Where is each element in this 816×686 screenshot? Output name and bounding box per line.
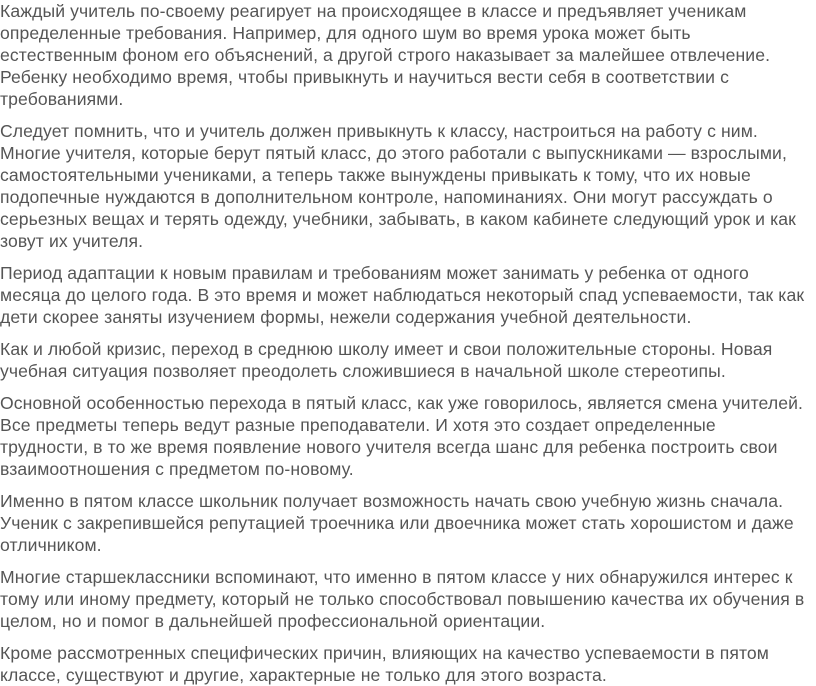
paragraph-8: Кроме рассмотренных специфических причин, влияющих на качество успеваемости в пятом классе, существуют и другие, характерные не только для этого возраста. bbox=[0, 643, 769, 685]
paragraph-6: Именно в пятом классе школьник получает возможность начать свою учебную жизнь сначала. Ученик с закрепившейся репутацией троечника или двоечника может стать хорошистом и даже отличником. bbox=[0, 491, 794, 555]
paragraph-7: Многие старшеклассники вспоминают, что именно в пятом классе у них обнаружился интерес к тому или иному предмету, который не только способствовал повышению качества их обучения в целом, но и помог в дальнейшей профессиональной ориентации. bbox=[0, 567, 805, 631]
paragraph-4: Как и любой кризис, переход в среднюю школу имеет и свои положительные стороны. Новая учебная ситуация позволяет преодолеть сложившиеся в начальной школе стереотипы. bbox=[0, 339, 773, 381]
paragraph-1: Каждый учитель по-своему реагирует на происходящее в классе и предъявляет ученикам определенные требования. Например, для одного шум во время урока может быть естественным фоном его объяснений, а другой строго наказывает за малейшее отвлечение. Ребенку необходимо время, чтобы привыкнуть и научиться вести себя в соответствии с требованиями. bbox=[0, 1, 771, 109]
paragraph-2: Следует помнить, что и учитель должен привыкнуть к классу, настроиться на работу с ним. Многие учителя, которые берут пятый класс, до этого работали с выпускниками — взрослыми, самостоятельными учениками, а теперь также вынуждены привыкать к тому, что их новые подопечные нуждаются в дополнительном контроле, напоминаниях. Они могут рассуждать о серьезных вещах и терять одежду, учебники, забывать, в каком кабинете следующий урок и как зовут их учителя. bbox=[0, 121, 796, 251]
paragraph-5: Основной особенностью перехода в пятый класс, как уже говорилось, является смена учителей. Все предметы теперь ведут разные преподаватели. И хотя это создает определенные трудности, в то же время появление нового учителя всегда шанс для ребенка построить свои взаимоотношения с предметом по-новому. bbox=[0, 393, 804, 479]
paragraph-3: Период адаптации к новым правилам и требованиям может занимать у ребенка от одного месяца до целого года. В это время и может наблюдаться некоторый спад успеваемости, так как дети скорее заняты изучением формы, нежели содержания учебной деятельности. bbox=[0, 263, 805, 327]
